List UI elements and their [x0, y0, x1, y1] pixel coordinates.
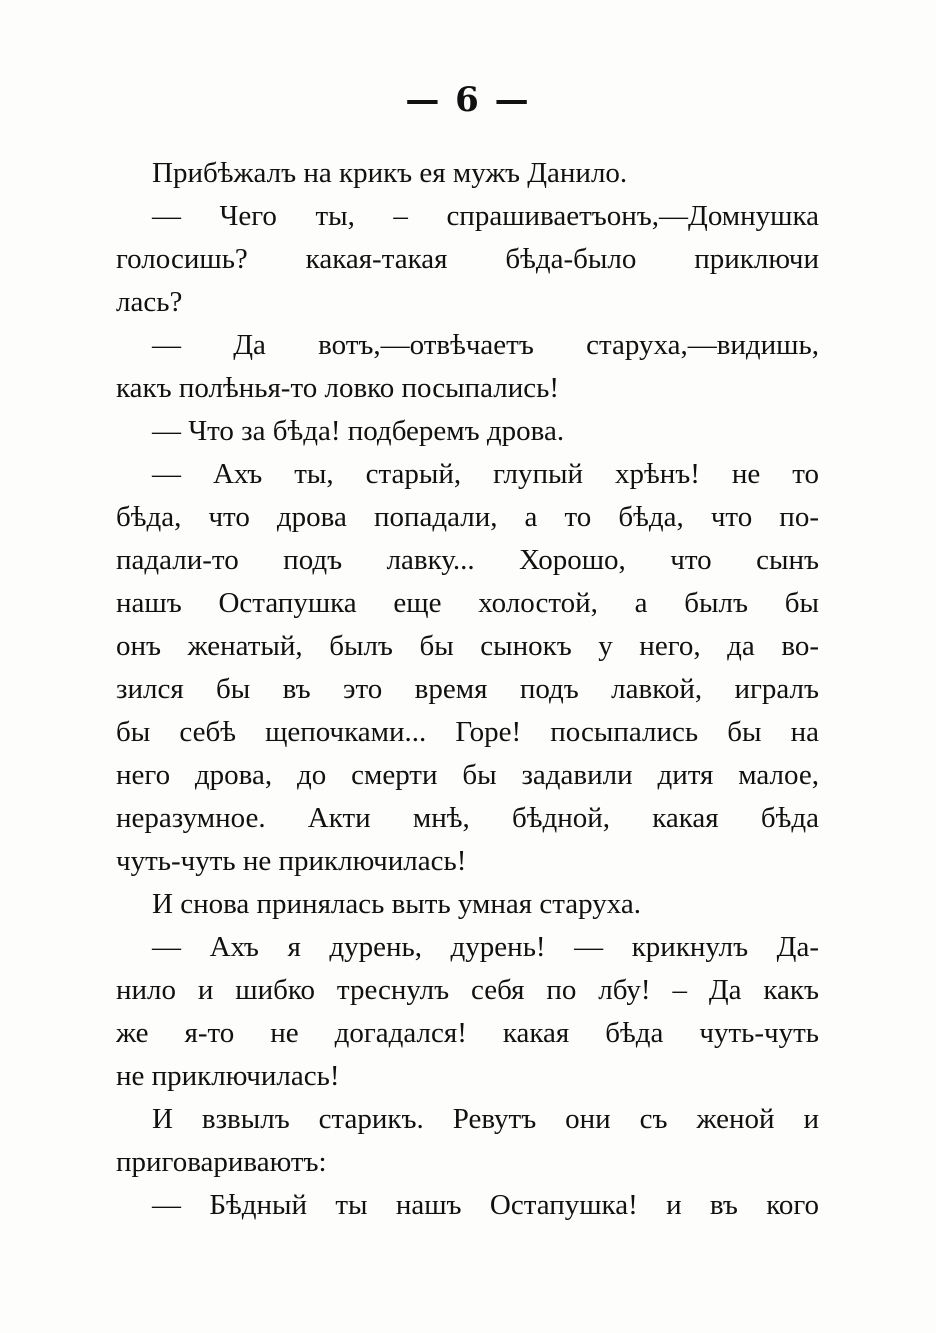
text-line: не приключилась!	[116, 1060, 340, 1092]
text-line: же я-то не догадался! какая бѣда чуть-чуть	[116, 1017, 819, 1049]
text-line: бѣда, что дрова попадали, а то бѣда, что по-	[116, 501, 819, 533]
text-line: — Бѣдный ты нашъ Остапушка! и въ кого	[152, 1189, 819, 1221]
text-line: Прибѣжалъ на крикъ ея мужъ Данило.	[152, 157, 628, 189]
text-line: бы себѣ щепочками... Горе! посыпались бы на	[116, 716, 819, 748]
text-line: приговариваютъ:	[116, 1146, 327, 1178]
text-line: — Да вотъ,—отвѣчаетъ старуха,—видишь,	[152, 329, 819, 361]
text-line: — Ахъ я дурень, дурень! — крикнулъ Да-	[152, 931, 819, 963]
text-line: неразумное. Акти мнѣ, бѣдной, какая бѣда	[116, 802, 819, 834]
text-line: какъ полѣнья-то ловко посыпались!	[116, 372, 560, 404]
text-line: него дрова, до смерти бы задавили дитя малое,	[116, 759, 819, 791]
text-line: чуть-чуть не приключилась!	[116, 845, 467, 877]
text-line: падали-то подъ лавку... Хорошо, что сынъ	[116, 544, 819, 576]
page-number: — 6 —	[405, 80, 531, 120]
text-line: нило и шибко треснулъ себя по лбу! – Да какъ	[116, 974, 819, 1006]
text-line: голосишь? какая-такая бѣда-было приключи	[116, 243, 819, 275]
text-line: нашъ Остапушка еще холостой, а былъ бы	[116, 587, 819, 619]
text-line: И снова принялась выть умная старуха.	[152, 888, 642, 920]
text-line: — Чего ты, – спрашиваетъонъ,—Домнушка	[152, 200, 819, 232]
text-line: — Что за бѣда! подберемъ дрова.	[152, 415, 565, 447]
text-line: онъ женатый, былъ бы сынокъ у него, да во-	[116, 630, 819, 662]
page-text	[116, 152, 819, 1227]
text-line: лась?	[116, 286, 183, 318]
text-line: — Ахъ ты, старый, глупый хрѣнъ! не то	[152, 458, 819, 490]
text-line: И взвылъ старикъ. Ревутъ они съ женой и	[152, 1103, 819, 1135]
text-line: зился бы въ это время подъ лавкой, игралъ	[116, 673, 819, 705]
